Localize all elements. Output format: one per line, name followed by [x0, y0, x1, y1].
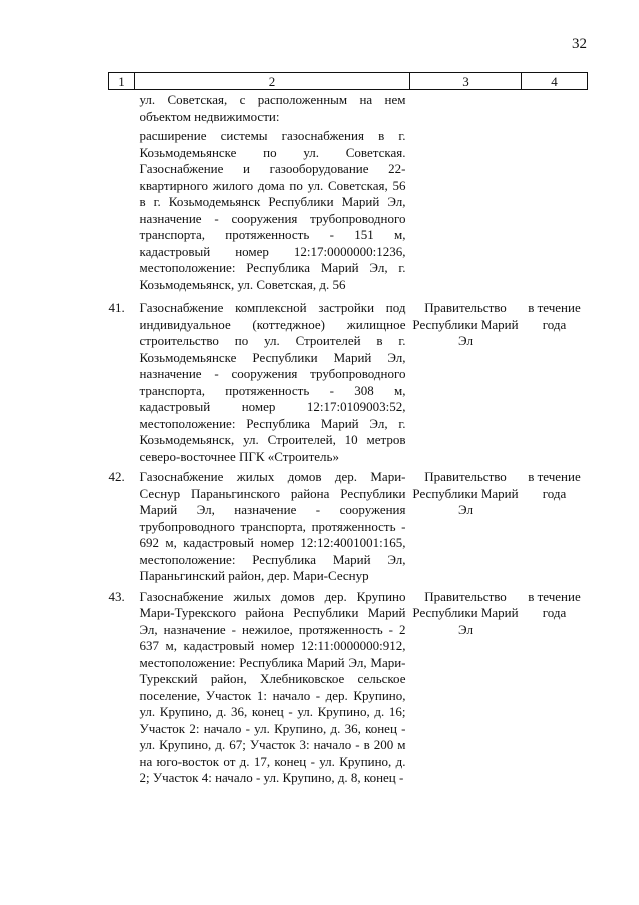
header-col-2: 2	[135, 73, 410, 90]
continuation-paragraph-2: расширение системы газоснабжения в г. Козьмодемьянске по ул. Советская. Газоснабжение и газооборудование 22-квартирного жилого дома по ул. Советская, 56 в г. Козьмодемьянск Республики Марий Эл, назначение - сооружения трубопроводного транспорта, протяженность - 151 м, кадастровый номер 12:17:0000000:1236, местоположение: Республика Марий Эл, г. Козьмодемьянск, ул. Советская, д. 56	[139, 128, 406, 292]
row-term: в течение года	[528, 588, 581, 620]
row-responsible: Правительство Республики Марий Эл	[412, 469, 519, 517]
page-number: 32	[572, 36, 587, 52]
header-col-1: 1	[109, 73, 135, 90]
row-term: в течение года	[528, 300, 581, 332]
row-number: 43.	[108, 588, 125, 604]
header-col-4: 4	[522, 73, 588, 90]
row-description: Газоснабжение жилых домов дер. Мари-Сеснур Параньгинского района Республики Марий Эл, назначение - сооружения трубопроводного транспорта, протяженность - 692 м, кадастровый номер 12:12:4001001:165, местоположение: Республика Марий Эл, Параньгинский район, дер. Мари-Сеснур	[139, 469, 406, 583]
row-description: Газоснабжение жилых домов дер. Крупино Мари-Турекского района Республики Марий Эл, назначение - нежилое, протяженность - 2 637 м, кадастровый номер 12:11:0000000:912, местоположение: Республика Марий Эл, Мари-Турекский район, Хлебниковское сельское поселение, Участок 1: начало - дер. Крупино, ул. Крупино, д. 36, конец - ул. Крупино, д. 16; Участок 2: начало - ул. Крупино, д. 36, конец - ул. Крупино, д. 67; Участок 3: начало - в 200 м на юго-восток от д. 17, конец - ул. Крупино, д. 2; Участок 4: начало - ул. Крупино, д. 8, конец -	[139, 588, 406, 785]
table-row	[109, 465, 588, 585]
row-description	[135, 90, 410, 297]
row-number: 42.	[108, 469, 125, 484]
row-responsible: Правительство Республики Марий Эл	[412, 588, 519, 637]
row-term-empty	[522, 90, 588, 297]
row-description: Газоснабжение комплексной застройки под индивидуальное (коттеджное) жилищное строительство по ул. Строителей в г. Козьмодемьянске Республики Марий Эл, назначение - сооружения трубопроводного транспорта, протяженность - 308 м, кадастровый номер 12:17:0109003:52, местоположение: Республика Марий Эл, г. Козьмодемьянск, ул. Строителей, 10 метров северо-восточнее ПГК «Строитель»	[139, 300, 406, 464]
table-header-row	[109, 73, 588, 90]
objects-table	[108, 72, 588, 787]
row-number: 41.	[108, 300, 125, 315]
table-row-continuation	[109, 90, 588, 297]
header-col-3: 3	[410, 73, 522, 90]
table-row	[109, 585, 588, 787]
row-responsible-empty	[410, 90, 522, 297]
row-responsible: Правительство Республики Марий Эл	[412, 300, 519, 348]
continuation-paragraph-1: ул. Советская, с расположенным на нем объектом недвижимости:	[139, 92, 406, 124]
table-row	[109, 296, 588, 465]
row-number-empty	[109, 90, 135, 297]
row-term: в течение года	[528, 469, 581, 501]
